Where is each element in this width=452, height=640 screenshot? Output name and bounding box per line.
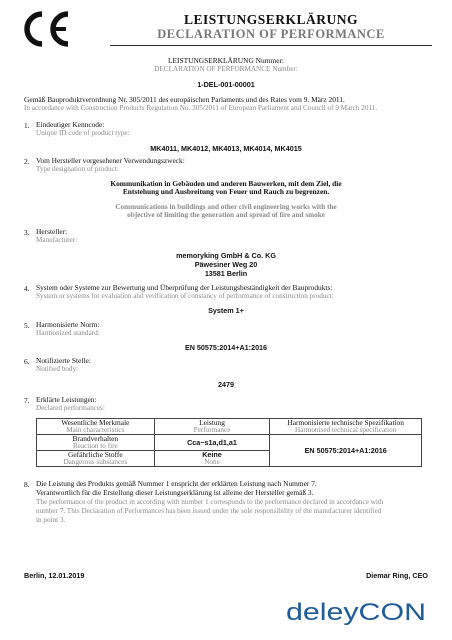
section-7-label-de: Erklärte Leistungen:: [36, 395, 97, 404]
header-characteristics-en: Main characteristics: [66, 425, 125, 434]
document-title-de: LEISTUNGSERKLÄRUNG: [183, 12, 359, 27]
section-5-label-de: Harmonisierte Norm:: [36, 320, 100, 329]
dangerous-substances-de: Gefährliche Stoffe: [68, 450, 123, 460]
section-6-label-en: Notified body:: [36, 365, 79, 373]
manufacturer-city: 13581 Berlin: [204, 269, 248, 278]
section-2-value-en-2: objective of limiting the generation and spread of fire and smoke: [127, 211, 325, 219]
section-4-label-en: System or systems for evaluation and verification of constancy of performance of construction product:: [36, 292, 334, 300]
header-specification-de: Harmonisierte technische Spezifikation: [287, 418, 404, 428]
table-row: [37, 435, 422, 451]
header-performance: [154, 419, 270, 435]
section-3-label-en: Manufacturer:: [36, 236, 78, 244]
performance-table: [36, 418, 422, 467]
dop-number: 1-DEL-001-00001: [197, 80, 255, 89]
section-8-de-1: Die Leistung des Produkts gemäß Nummer 1 enspricht der erklärten Leistung nach Nummer 7.: [36, 479, 317, 488]
cell-performance: [154, 451, 270, 467]
deleycon-logo: [286, 594, 428, 628]
cell-characteristic: [37, 435, 155, 451]
section-3-number: 3.: [24, 228, 30, 237]
cell-specification: [270, 435, 422, 467]
regulation-en: In accordance with Construction Products Regulation No. 305/2011 of European Parliament and Council of 9 March 2011.: [24, 104, 378, 112]
section-7-number: 7.: [24, 396, 30, 405]
section-2-label-de: Vom Hersteller vorgesehener Verwendungszweck:: [36, 156, 185, 165]
section-2-label-en: Type designation of product:: [36, 165, 119, 173]
ce-mark-logo: [20, 10, 72, 48]
header-specification: [270, 419, 422, 435]
signer-name: Diemar Ring, CEO: [366, 571, 428, 580]
manufacturer-name: memoryking GmbH & Co. KG: [176, 251, 276, 260]
section-8-en-3: in point 3.: [36, 516, 66, 524]
substances-value-de: Keine: [202, 450, 222, 459]
section-8-number: 8.: [24, 480, 30, 489]
reaction-to-fire-en: Reaction to fire: [72, 441, 118, 450]
place-and-date: Berlin, 12.01.2019: [24, 571, 85, 580]
regulation-de: Gemäß Bauproduktverordnung Nr. 305/2011 des europäischen Parlaments und des Rates vom 9. März 2011.: [24, 95, 345, 104]
title-rule: [110, 45, 432, 46]
section-5-label-en: Harmonized standard:: [36, 329, 100, 337]
document-title-en: DECLARATION OF PERFORMANCE: [157, 27, 385, 41]
section-4-number: 4.: [24, 284, 30, 293]
section-4-value: System 1+: [208, 306, 244, 315]
substances-value-en: None: [204, 457, 220, 466]
section-1-label-de: Eindeutiger Kenncode:: [36, 120, 105, 129]
section-4-label-de: System oder Systeme zur Bewertung und Überprüfung der Leistungsbeständigkeit der Bauprodukts:: [36, 283, 333, 292]
section-6-number: 6.: [24, 357, 30, 366]
cell-characteristic: [37, 451, 155, 467]
section-1-number: 1.: [24, 121, 30, 130]
logo-text: deleyCON: [286, 599, 426, 626]
section-6-label-de: Notifizierte Stelle:: [36, 356, 91, 365]
section-2-value-de-2: Entstehung und Ausbreitung von Feuer und Rauch zu begrenzen.: [122, 187, 330, 196]
header-specification-en: Harmonised technical specification: [294, 425, 397, 434]
section-3-label-de: Hersteller:: [36, 227, 68, 236]
section-5-value: EN 50575:2014+A1:2016: [184, 343, 268, 352]
specification-value: EN 50575:2014+A1:2016: [304, 446, 387, 455]
section-7-label-en: Declared performances:: [36, 404, 105, 412]
header-characteristics-de: Wesentliche Merkmale: [61, 418, 130, 428]
header-performance-de: Leistung: [199, 418, 225, 428]
header-performance-en: Performance: [193, 425, 231, 434]
fire-class-value: Cca−s1a,d1,a1: [187, 438, 237, 447]
section-8-de-2: Verantwortlich für die Erstellung dieser Leistungserklärung ist alleine der Hersteller gemäß 3.: [36, 488, 314, 497]
reaction-to-fire-de: Brandverhalten: [72, 434, 119, 444]
dop-label-en: DECLARATION OF PERFORMANCE Number:: [154, 65, 298, 73]
dop-label-de: LEISTUNGSERKLÄRUNG Nummer:: [168, 56, 284, 65]
dangerous-substances-en: Dangerous substances: [63, 457, 128, 466]
section-2-value-de-1: Kommunikation in Gebäuden und anderen Bauwerken, mit dem Ziel, die: [110, 179, 342, 188]
section-2-value-en-1: Communications in buildings and other civil engineering works with the: [115, 203, 337, 211]
section-2-number: 2.: [24, 157, 30, 166]
section-6-value: 2479: [218, 380, 234, 389]
header-characteristics: [37, 419, 155, 435]
section-5-number: 5.: [24, 321, 30, 330]
section-8-en-1: The performance of the product in according with number 1 corresponds to the performance declared in accordance with: [36, 498, 384, 506]
section-1-value: MK4011, MK4012, MK4013, MK4014, MK4015: [150, 144, 302, 153]
section-1-label-en: Unique ID code of product type:: [36, 129, 130, 137]
manufacturer-street: Päwesiner Weg 20: [194, 260, 258, 269]
section-8-en-2: number 7. This Declaration of Performances has been issued under the sole responsibility of the manufacturer identified: [36, 507, 382, 515]
table-header-row: [37, 419, 422, 435]
cell-performance: [154, 435, 270, 451]
